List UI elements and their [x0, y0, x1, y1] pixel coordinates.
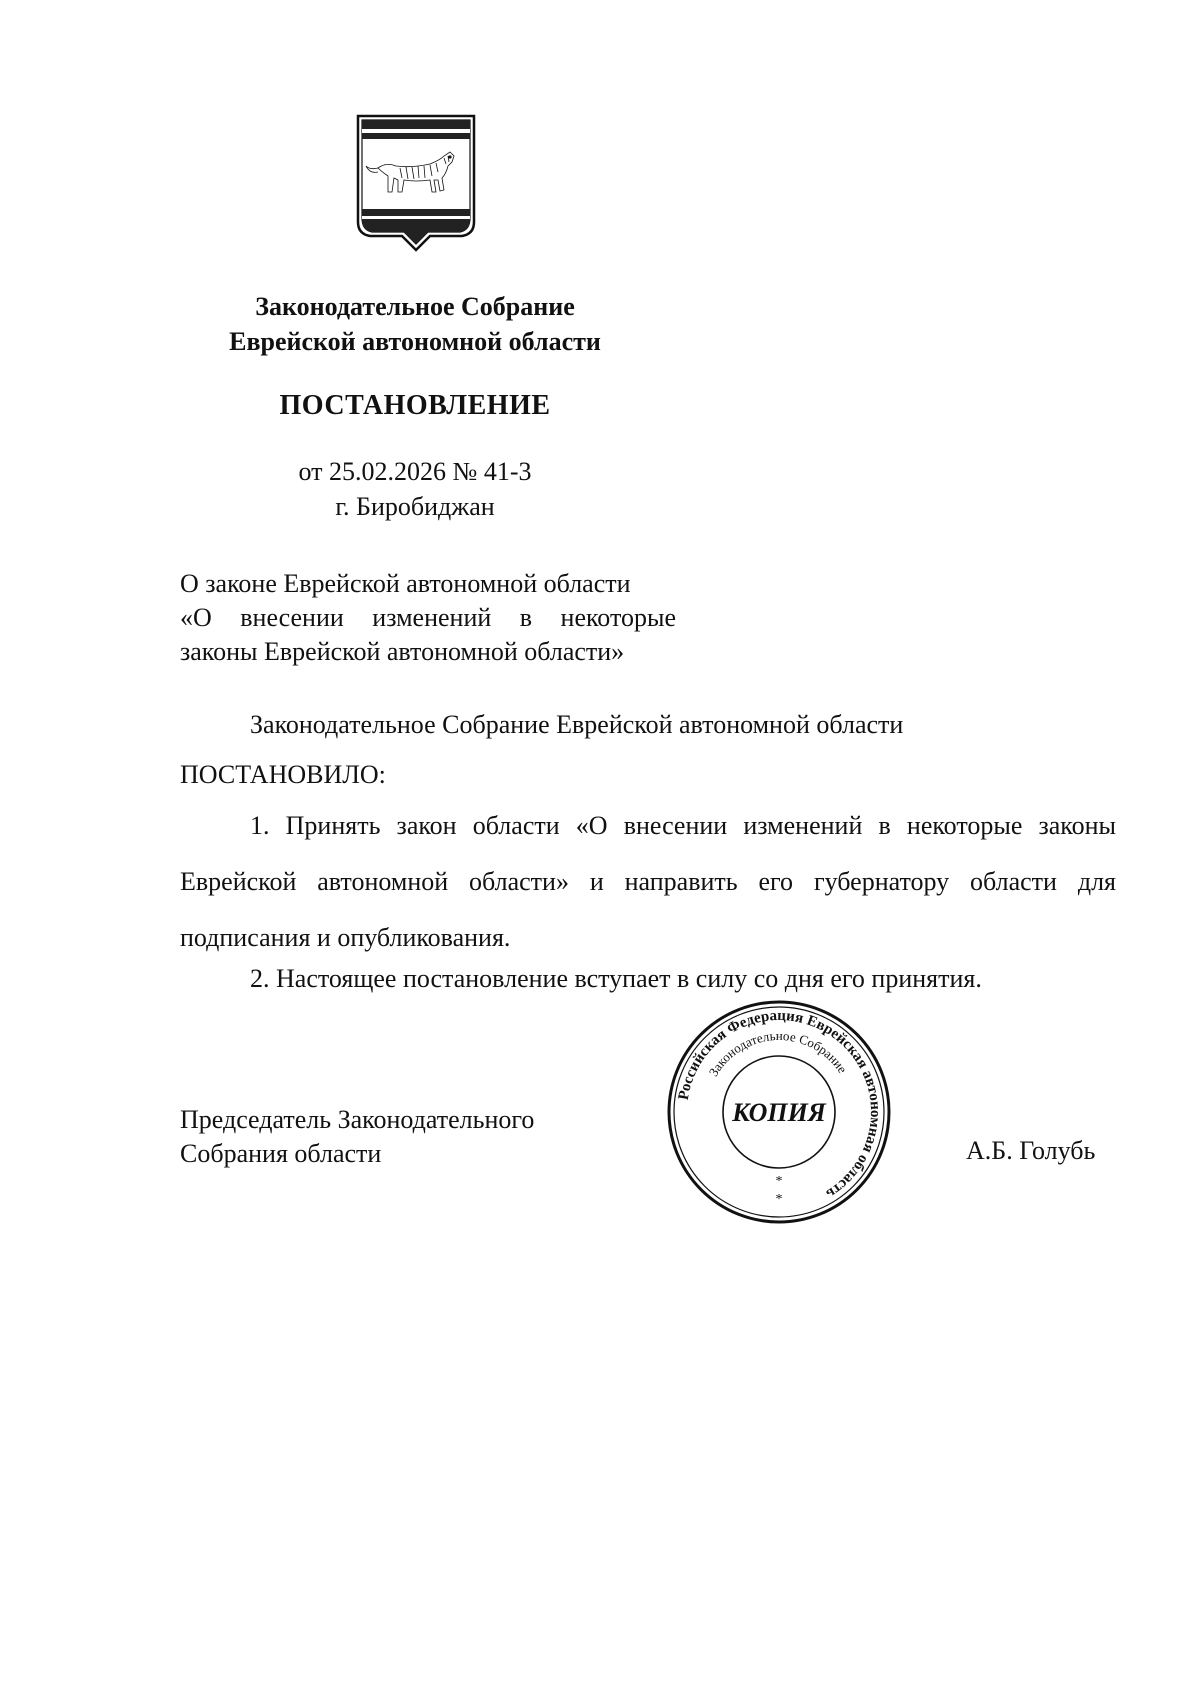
subject-line: О законе Еврейской автономной области: [180, 569, 631, 598]
seal-star: *: [775, 1192, 783, 1207]
resolution-item-2: 2. Настоящее постановление вступает в силу со дня его принятия.: [250, 964, 982, 993]
signatory-name: А.Б. Голубь: [966, 1136, 1096, 1165]
org-name-line2: Еврейской автономной области: [229, 327, 601, 356]
official-seal: [664, 997, 894, 1227]
org-name-line1: Законодательное Собрание: [255, 292, 575, 321]
signatory-position-line2: Собрания области: [180, 1139, 382, 1168]
subject-block: [180, 567, 676, 669]
subject-line: «О внесении изменений в некоторые: [180, 603, 676, 632]
subject-line: законы Еврейской автономной области»: [180, 637, 625, 666]
date-number: от 25.02.2026 № 41-3: [298, 457, 532, 486]
city: г. Биробиджан: [335, 492, 495, 521]
signatory-position: [180, 1103, 534, 1171]
round-seal-icon: [664, 997, 894, 1227]
seal-center-text: КОПИЯ: [732, 1098, 826, 1127]
seal-inner-text: Законодательное Собрание: [705, 1027, 851, 1079]
resolved-line: ПОСТАНОВИЛО:: [180, 760, 386, 789]
signatory-position-line1: Председатель Законодательного: [180, 1105, 535, 1134]
intro-line: Законодательное Собрание Еврейской автономной области: [250, 710, 904, 739]
seal-star: *: [775, 1174, 783, 1189]
seal-outer-text: Российская Федерация Еврейская автономная область: [675, 1007, 884, 1202]
resolution-item-1: 1. Принять закон области «О внесении изменений в некоторые законы Еврейской автономной области» и направить его губернатору области для подписания и опубликования.: [180, 811, 1116, 952]
document-title: ПОСТАНОВЛЕНИЕ: [279, 390, 551, 421]
coat-of-arms: [352, 112, 480, 258]
coat-of-arms-tiger-icon: [352, 112, 480, 258]
